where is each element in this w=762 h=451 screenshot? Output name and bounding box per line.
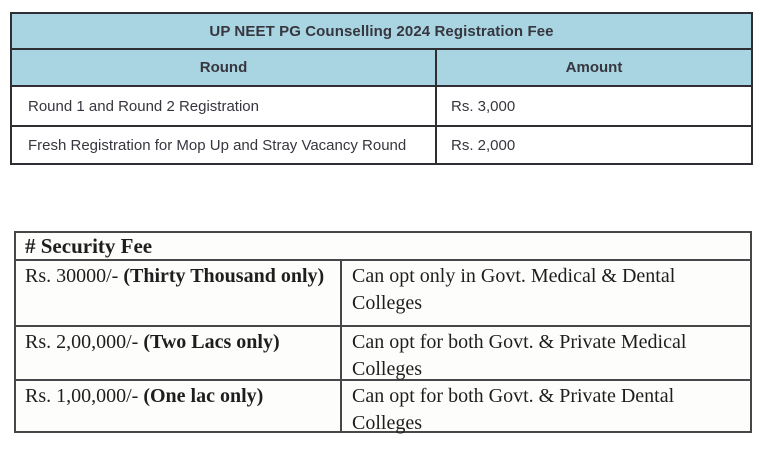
security-amount-cell [16, 327, 342, 379]
table-row [12, 125, 751, 163]
round-cell: Round 1 and Round 2 Registration [12, 87, 437, 125]
table-row [12, 87, 751, 125]
table-row [16, 379, 750, 434]
security-description-cell: Can opt for both Govt. & Private Medical Colleges [352, 331, 687, 380]
registration-table-header-row [12, 50, 751, 87]
security-amount-text: Rs. 2,00,000/- [25, 331, 144, 353]
security-amount-cell [16, 261, 342, 325]
security-fee-table [14, 231, 752, 433]
registration-table-title: UP NEET PG Counselling 2024 Registration Fee [12, 14, 751, 50]
round-cell: Fresh Registration for Mop Up and Stray Vacancy Round [12, 127, 437, 163]
column-header-round: Round [12, 50, 437, 85]
security-amount-cell [16, 381, 342, 431]
registration-fee-table [10, 12, 753, 165]
column-header-amount: Amount [565, 59, 623, 76]
table-row [16, 325, 750, 379]
security-amount-text: Rs. 30000/- [25, 265, 124, 287]
security-amount-bold-text: (Two Lacs only) [143, 331, 280, 353]
amount-cell: Rs. 3,000 [451, 97, 516, 115]
security-amount-bold-text: (Thirty Thousand only) [123, 265, 325, 287]
security-amount-text: Rs. 1,00,000/- [25, 385, 144, 407]
security-description-cell: Can opt only in Govt. Medical & Dental Colleges [352, 265, 676, 314]
amount-cell: Rs. 2,000 [451, 136, 516, 154]
security-description-cell: Can opt for both Govt. & Private Dental Colleges [352, 385, 675, 434]
table-row [16, 261, 750, 325]
security-amount-bold-text: (One lac only) [143, 385, 264, 407]
security-table-title: # Security Fee [16, 233, 750, 261]
